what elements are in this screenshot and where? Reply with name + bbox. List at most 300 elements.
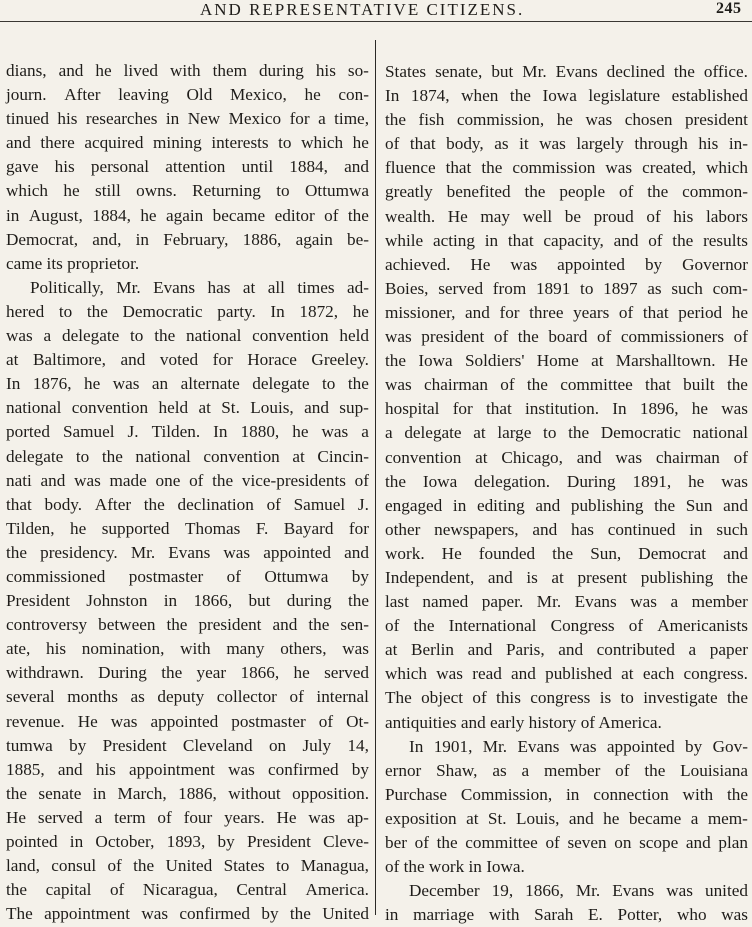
word: and — [467, 640, 493, 660]
word: he — [352, 133, 369, 153]
word: the — [308, 615, 330, 635]
word: period — [678, 302, 723, 322]
word: a — [670, 592, 679, 612]
word: his — [57, 109, 78, 129]
line-text: came its proprietor. — [6, 253, 140, 273]
word: with — [682, 784, 714, 804]
word: the — [6, 880, 27, 900]
text-line — [6, 758, 369, 782]
word: by — [217, 832, 235, 851]
word: built — [683, 375, 715, 395]
word: by — [685, 736, 703, 756]
word: and — [272, 615, 298, 635]
word: Louis, — [515, 808, 560, 828]
word: 1874, — [410, 86, 450, 106]
word: internal — [316, 687, 369, 707]
word: ate, — [6, 639, 31, 659]
word: was — [74, 470, 101, 490]
word: object — [421, 688, 464, 708]
word: year — [196, 663, 227, 683]
word: convention — [71, 398, 149, 418]
word: he — [140, 205, 157, 225]
word: Horace — [247, 350, 297, 370]
word: Nicaragua, — [142, 880, 218, 900]
word: In — [409, 736, 424, 756]
word: years. — [224, 807, 265, 827]
word: a — [43, 326, 52, 346]
word: was — [721, 905, 748, 925]
word: delegate — [404, 423, 462, 443]
word: 1891 — [535, 278, 571, 298]
word: Managua, — [300, 856, 369, 876]
word: The — [385, 688, 412, 708]
word: America. — [305, 880, 369, 900]
word: Democrat — [638, 543, 707, 563]
word: confirmed — [179, 904, 251, 924]
word: of — [619, 182, 634, 202]
text-line — [385, 180, 748, 204]
word: delegation. — [474, 471, 551, 491]
word: Evans — [555, 62, 598, 81]
text-line — [385, 518, 748, 542]
word: of — [157, 807, 172, 827]
word: that — [507, 230, 534, 250]
word: of — [493, 327, 509, 347]
word: Soldiers' — [464, 351, 525, 371]
word: of — [414, 833, 429, 852]
word: which — [385, 664, 428, 684]
word: chairman — [424, 375, 488, 395]
word: In — [612, 399, 627, 419]
word: He — [6, 807, 27, 827]
text-line — [6, 565, 369, 589]
word: made — [109, 470, 147, 490]
text-line — [6, 854, 369, 878]
text-line — [6, 613, 369, 637]
word: was — [385, 375, 412, 395]
word: and — [576, 447, 602, 467]
word: in — [165, 109, 180, 129]
word: He — [727, 351, 748, 371]
word: connection — [593, 784, 669, 804]
word: States — [223, 856, 265, 876]
word: for — [499, 302, 520, 322]
word: was — [585, 110, 613, 130]
word: United — [322, 904, 369, 924]
word: that — [642, 302, 669, 322]
word: member — [691, 592, 748, 612]
word: the — [101, 446, 123, 466]
text-line — [385, 325, 748, 349]
word: was — [112, 374, 140, 394]
word: pointed — [6, 832, 58, 851]
word: he — [70, 518, 87, 538]
word: 1886, — [178, 783, 217, 803]
text-line — [6, 685, 369, 709]
text-line — [6, 661, 369, 685]
text-line — [385, 397, 748, 421]
word: proud — [593, 206, 634, 226]
text-line — [6, 155, 369, 179]
word: body, — [446, 134, 484, 154]
word: of — [324, 205, 339, 225]
word: and — [685, 833, 711, 852]
word: ap- — [346, 807, 369, 827]
word: served — [37, 807, 83, 827]
word: The — [6, 904, 33, 924]
word: that — [645, 375, 671, 395]
word: to — [620, 688, 634, 708]
word: benefited — [446, 182, 511, 202]
word: presidency. — [40, 542, 118, 562]
word: people — [559, 182, 606, 202]
word: newspapers, — [434, 519, 519, 539]
word: he — [83, 374, 101, 394]
word: Mexico, — [229, 85, 287, 105]
word: and — [344, 157, 369, 177]
text-line — [385, 277, 748, 301]
word: was — [342, 639, 369, 659]
word: at — [6, 350, 19, 370]
word: the — [347, 591, 369, 611]
word: Greeley. — [311, 350, 369, 370]
word: as — [130, 687, 145, 707]
word: Old — [186, 85, 213, 105]
word: of — [318, 711, 334, 731]
word: hospital — [385, 399, 440, 419]
word: capacity, — [543, 230, 604, 250]
word: the — [385, 110, 406, 130]
word: the — [726, 784, 748, 804]
word: declined — [606, 62, 665, 81]
word: chairman — [655, 447, 720, 467]
text-line — [6, 300, 369, 324]
word: missioner, — [385, 302, 456, 322]
word: of — [107, 856, 122, 876]
word: the — [133, 856, 155, 876]
word: chosen — [624, 110, 673, 130]
word: created, — [642, 158, 696, 178]
word: dians, — [6, 61, 47, 80]
page-header — [0, 0, 752, 24]
text-line — [385, 446, 748, 470]
word: months — [67, 687, 118, 707]
text-line — [385, 614, 748, 638]
word: Iowa — [422, 471, 458, 491]
word: Paris, — [505, 640, 545, 660]
text-line — [385, 686, 748, 710]
word: may — [480, 206, 510, 226]
word: in — [689, 519, 703, 539]
word: and — [487, 567, 513, 587]
word: Sun, — [590, 543, 622, 563]
word: During — [98, 663, 147, 683]
word: from — [492, 278, 527, 298]
word: in — [566, 784, 580, 804]
word: but — [491, 62, 514, 81]
word: senate, — [435, 62, 483, 81]
word: was — [615, 447, 643, 467]
word: at — [292, 446, 305, 466]
word: 1897 — [603, 278, 638, 298]
word: Tilden. — [151, 422, 201, 442]
word: and, — [92, 229, 122, 249]
text-line — [385, 349, 748, 373]
word: many — [226, 639, 265, 659]
word: Samuel — [62, 422, 115, 442]
word: for — [212, 350, 233, 370]
word: when — [461, 86, 499, 106]
word: several — [6, 687, 55, 707]
word: president — [198, 615, 262, 635]
word: convention — [385, 447, 462, 467]
word: but — [248, 591, 271, 611]
word: time, — [334, 109, 369, 129]
word: such — [716, 519, 748, 539]
word: of — [500, 375, 515, 395]
text-line — [6, 420, 369, 444]
text-line — [6, 830, 369, 854]
word: during — [286, 591, 332, 611]
word: published — [545, 664, 612, 684]
word: supported — [101, 518, 170, 538]
running-head: AND REPRESENTATIVE CITIZENS. — [200, 0, 525, 19]
word: again — [295, 229, 333, 249]
word: Democratic — [600, 423, 681, 443]
word: he — [352, 301, 369, 321]
word: collector — [216, 687, 277, 707]
text-line — [6, 469, 369, 493]
word: was — [228, 759, 255, 779]
word: labors — [705, 206, 748, 226]
word: there — [40, 133, 75, 153]
word: Mr. — [482, 736, 508, 756]
word: was — [510, 254, 538, 274]
word: to — [58, 301, 73, 321]
word: served — [438, 278, 484, 298]
word: Mr. — [536, 592, 562, 612]
left-column — [6, 59, 369, 926]
word: he — [603, 808, 620, 828]
word: and — [344, 542, 369, 562]
word: of — [628, 616, 644, 636]
text-line — [6, 541, 369, 565]
word: of — [648, 230, 663, 250]
word: last — [385, 592, 409, 612]
word: Evans — [574, 592, 617, 612]
text-line — [6, 228, 369, 252]
word: He — [441, 543, 462, 563]
word: October, — [95, 832, 155, 851]
word: a — [361, 422, 369, 442]
word: In — [213, 422, 228, 442]
word: delegate — [61, 326, 120, 346]
word: commission — [512, 158, 596, 178]
word: his — [698, 134, 719, 154]
word: greatly — [385, 182, 433, 202]
word: to — [75, 446, 90, 466]
word: largely — [576, 134, 624, 154]
word: tinued — [6, 109, 49, 129]
word: of — [385, 616, 400, 636]
word: that — [445, 158, 472, 178]
word: 1872, — [299, 301, 339, 321]
word: that — [485, 399, 512, 419]
word: achieved. — [385, 254, 451, 274]
word: Cincin- — [317, 446, 369, 466]
word: and — [568, 808, 594, 828]
word: editor — [274, 205, 315, 225]
word: 1866, — [240, 663, 280, 683]
word: the — [6, 783, 27, 803]
word: Home — [536, 351, 579, 371]
word: opposition. — [292, 783, 369, 803]
word: land, — [6, 856, 40, 876]
word: President — [246, 832, 311, 851]
word: ernor — [385, 760, 422, 780]
word: In — [385, 86, 400, 106]
word: After — [64, 85, 101, 105]
word: as — [492, 760, 507, 780]
text-line — [385, 855, 748, 879]
word: in — [69, 832, 84, 851]
word: to — [580, 278, 594, 298]
word: tumwa — [6, 735, 53, 755]
word: 1866, — [525, 881, 564, 901]
word: St. — [487, 808, 507, 828]
text-line — [385, 84, 748, 108]
word: a — [385, 423, 393, 443]
word: 1891, — [632, 471, 672, 491]
word: Sun — [685, 495, 713, 515]
text-line — [385, 662, 748, 686]
word: while — [385, 230, 424, 250]
word: con- — [338, 85, 369, 105]
word: and — [723, 543, 748, 563]
word: 1886, — [242, 229, 282, 249]
word: Cleveland — [182, 735, 253, 755]
word: In — [6, 374, 21, 394]
word: President — [6, 591, 70, 611]
word: International — [448, 616, 537, 636]
word: commissioners — [620, 327, 725, 347]
word: a — [521, 760, 530, 780]
word: capital — [45, 880, 92, 900]
word: he — [556, 110, 573, 130]
word: owns. — [136, 181, 177, 201]
word: his — [315, 61, 336, 80]
word: editing — [476, 495, 525, 515]
word: to — [276, 181, 290, 201]
word: alternate — [180, 374, 240, 394]
word: of — [385, 134, 400, 154]
word: held — [339, 326, 369, 346]
word: is — [599, 688, 612, 708]
word: has — [570, 519, 594, 539]
word: all — [267, 277, 285, 297]
word: present — [577, 567, 628, 587]
word: Thomas — [185, 518, 241, 538]
word: years — [573, 302, 610, 322]
text-line — [385, 108, 748, 132]
word: delegate — [6, 446, 64, 466]
word: for — [289, 109, 310, 129]
word: 19, — [491, 881, 514, 901]
word: a — [318, 109, 326, 129]
word: Chicago, — [501, 447, 563, 467]
word: during — [258, 61, 304, 80]
word: E. — [588, 905, 603, 925]
word: marriage — [413, 905, 475, 925]
word: Evans — [517, 736, 560, 756]
word: read — [472, 664, 502, 684]
word: mem- — [707, 808, 748, 828]
word: publishing — [570, 495, 644, 515]
word: He — [276, 807, 297, 827]
word: 14, — [347, 735, 369, 755]
word: Iowa — [418, 351, 453, 371]
word: of — [618, 302, 634, 322]
word: Bayard — [283, 518, 334, 538]
word: results — [703, 230, 748, 250]
word: declination — [177, 494, 254, 514]
text-line — [6, 324, 369, 348]
word: them — [212, 61, 247, 80]
word: was — [385, 327, 412, 347]
word: he — [63, 181, 80, 201]
word: in — [385, 905, 399, 925]
word: his — [54, 157, 75, 177]
word: was — [436, 664, 463, 684]
text-line — [385, 60, 748, 84]
word: Politically, — [30, 277, 104, 297]
word: at — [473, 423, 486, 443]
word: to — [278, 133, 292, 153]
word: Evans — [612, 881, 655, 901]
word: he — [688, 471, 705, 491]
header-rule — [0, 21, 752, 22]
word: Samuel — [293, 494, 346, 514]
word: vice-presidents — [241, 470, 346, 490]
text-line — [385, 807, 748, 831]
word: the — [6, 542, 27, 562]
text-line — [385, 494, 748, 518]
word: 1880, — [240, 422, 280, 442]
word: of — [733, 447, 748, 467]
line-text: antiquities and early history of America. — [385, 712, 662, 732]
word: United — [165, 856, 213, 876]
word: gave — [6, 157, 39, 177]
word: Shaw, — [436, 760, 478, 780]
word: the — [154, 326, 176, 346]
page-number: 245 — [716, 0, 742, 17]
word: of — [189, 470, 204, 490]
word: the — [166, 615, 188, 635]
word: at — [242, 277, 256, 297]
text-line — [385, 566, 748, 590]
word: in- — [728, 134, 748, 154]
word: paper — [709, 640, 748, 660]
word: of — [733, 327, 748, 347]
word: February, — [163, 229, 229, 249]
word: as — [494, 134, 509, 154]
word: com- — [712, 278, 748, 298]
word: national — [135, 446, 191, 466]
word: Governor — [682, 254, 748, 274]
word: of — [472, 688, 487, 708]
word: convention — [203, 446, 280, 466]
word: the — [347, 205, 369, 225]
